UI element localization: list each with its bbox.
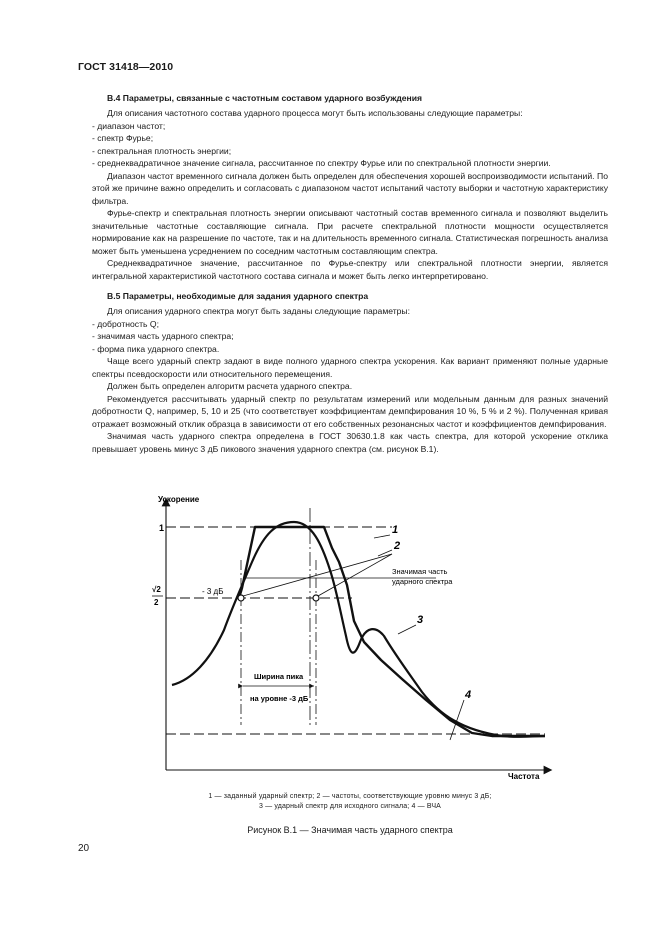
paragraph: Должен быть определен алгоритм расчета ударного спектра.	[107, 381, 353, 391]
sqrt2-label: √2	[152, 585, 161, 594]
list-item: - среднеквадратичное значение сигнала, рассчитанное по спектру Фурье или по спектральной плотности энергии.	[92, 158, 551, 168]
paragraph: Рекомендуется рассчитывать ударный спектр по результатам измерений или модельным данным для разных значений добротности Q, например, 5, 10 и 25 (что соответствует коэффициентам демпфирования 10 %, 5 % и 2 %). Полученная кривая отражает возможный отклик образца в зависимости от его собственных резонансных частот и коэффициентов демпфирования.	[92, 393, 608, 429]
list-item: - спектр Фурье;	[92, 133, 154, 143]
curve-1-specified-spectrum	[239, 527, 545, 736]
peak-width-label-2: на уровне -3 дБ	[250, 694, 309, 703]
shock-spectrum-diagram	[92, 490, 608, 790]
paragraph: Для описания ударного спектра могут быть заданы следующие параметры:	[107, 306, 411, 316]
paragraph: Среднеквадратичное значение, рассчитанное по Фурье-спектру или спектральной плотности энергии, является интегральной характеристикой частотного состава сигнала и может быть легко интерпретировано.	[92, 258, 608, 281]
peak-width-label-1: Ширина пика	[254, 672, 304, 681]
standard-header: ГОСТ 31418—2010	[78, 61, 174, 73]
x-axis-label: Частота	[508, 772, 540, 781]
page-number: 20	[78, 843, 90, 854]
level-one-label: 1	[159, 523, 165, 533]
significant-label-2: ударного спектра	[392, 577, 453, 586]
figure-legend	[92, 792, 608, 812]
sqrt2-denominator: 2	[154, 598, 159, 607]
legend-line-1: 1 — заданный ударный спектр; 2 — частоты, соответствующие уровню минус 3 дБ;	[208, 793, 492, 800]
significant-label-1: Значимая часть	[392, 567, 448, 576]
list-item: - диапазон частот;	[92, 120, 166, 131]
list-item: - спектральная плотность энергии;	[92, 145, 232, 156]
paragraph: Фурье-спектр и спектральная плотность энергии описывают частотный состав временного сигнала и позволяют выделить значительные частотные составляющие сигнала. При расчете спектральной плотности мощности осуществляется нормирование как на разрешение по частоте, так и на длительность временного сигнала. Статистическая погрешность анализа может быть уменьшена усреднением по соседним частотным составляющим спектра.	[92, 208, 608, 256]
curve-label-3: 3	[417, 614, 424, 626]
list-item: - добротность Q;	[92, 318, 159, 329]
list-item: - форма пика ударного спектра.	[92, 343, 220, 354]
curve-label-4: 4	[465, 689, 472, 701]
paragraph: Диапазон частот временного сигнала должен быть определен для обеспечения хорошей воспроизводимости испытаний. По этой же причине важно определить и согласовать с диапазоном частот испытаний частоту выборки и частотную характеристику фильтра.	[92, 170, 608, 206]
curve-label-2: 2	[394, 540, 401, 552]
curve-label-1: 1	[392, 524, 399, 536]
list-item: - значимая часть ударного спектра;	[92, 331, 234, 341]
figure-caption: Рисунок В.1 — Значимая часть ударного спектра	[247, 825, 453, 835]
paragraph: Чаще всего ударный спектр задают в виде полного ударного спектра ускорения. Как вариант применяют полные ударные спектры псевдоскорости или относительного перемещения.	[92, 356, 608, 379]
paragraph: Значимая часть ударного спектра определена в ГОСТ 30630.1.8 как часть спектра, для которой ускорение отклика превышает уровень минус 3 дБ пикового значения ударного спектра (см. рисунок В.1).	[92, 431, 608, 454]
legend-line-2: 3 — ударный спектр для исходного сигнала; 4 — ВЧА	[258, 803, 441, 810]
body-text	[92, 92, 608, 455]
section-b5-title: В.5 Параметры, необходимые для задания ударного спектра	[107, 291, 369, 301]
minus3db-label: - 3 дБ	[202, 587, 224, 596]
section-b4-title: В.4 Параметры, связанные с частотным составом ударного возбуждения	[107, 93, 423, 103]
paragraph: Для описания частотного состава ударного процесса могут быть использованы следующие параметры:	[107, 108, 523, 118]
figure-b1	[92, 490, 608, 790]
y-axis-label: Ускорение	[158, 495, 200, 504]
